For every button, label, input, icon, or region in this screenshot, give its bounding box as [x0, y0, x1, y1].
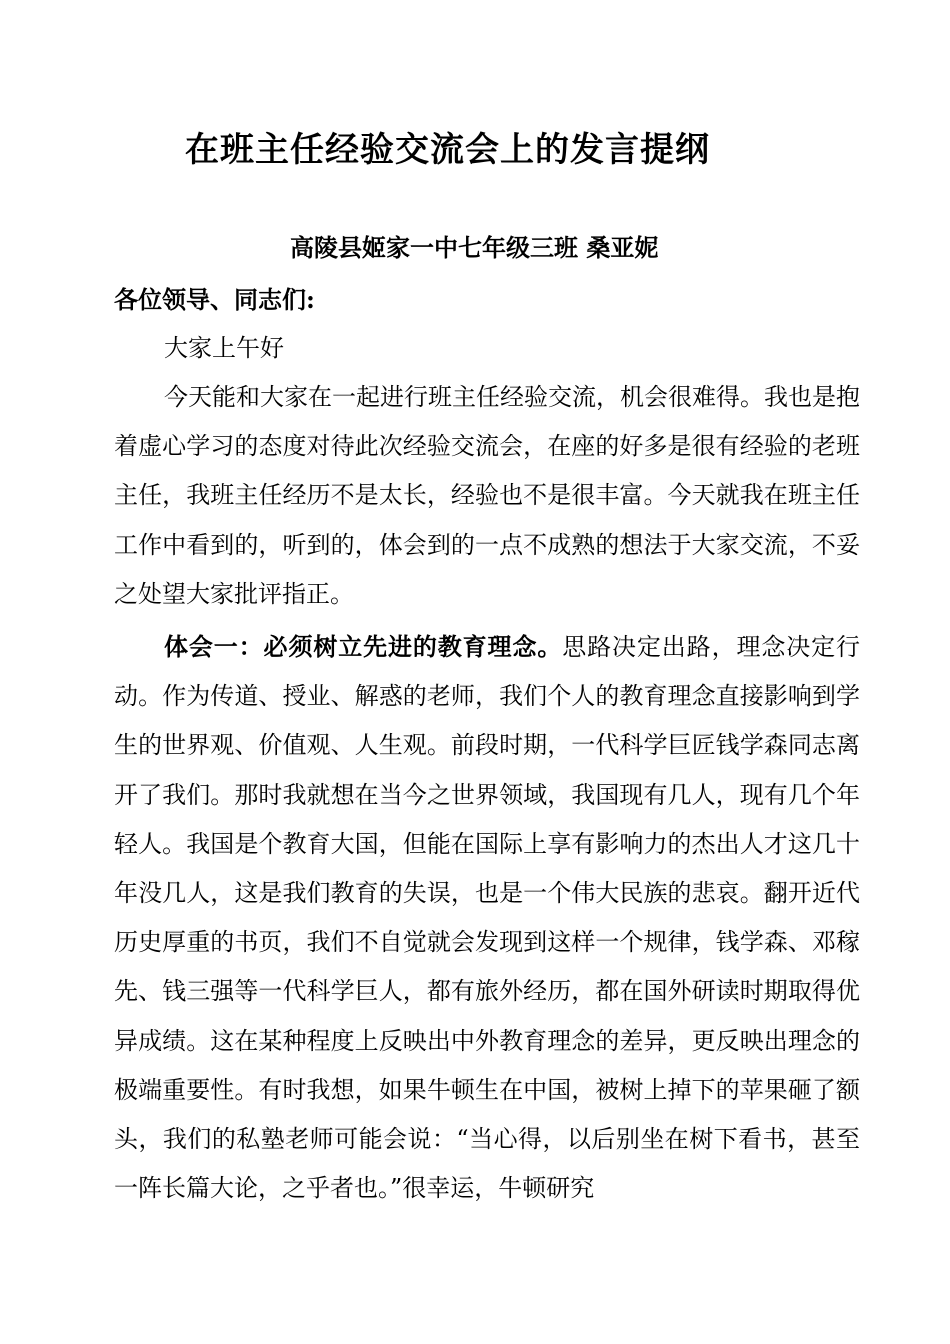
- paragraph-intro: [114, 373, 860, 619]
- paragraph-text: 今天能和大家在一起进行班主任经验交流，机会很难得。我也是抱着虚心学习的态度对待此次经验交流会，在座的好多是很有经验的老班主任，我班主任经历不是太长，经验也不是很丰富。今天就我在班主任工作中看到的，听到的，体会到的一点不成熟的想法于大家交流，不妥之处望大家批评指正。: [114, 383, 860, 608]
- paragraph-lead-heading: 体会一：必须树立先进的教育理念。: [164, 632, 563, 661]
- author-byline: 高陵县姬家一中七年级三班 桑亚妮: [290, 233, 659, 262]
- document-title: 在班主任经验交流会上的发言提纲: [185, 130, 710, 170]
- salutation: 各位领导、同志们:: [114, 285, 315, 314]
- greeting: 大家上午好: [164, 334, 284, 362]
- paragraph-insight-one: [114, 622, 860, 1213]
- paragraph-text: 思路决定出路，理念决定行动。作为传道、授业、解惑的老师，我们个人的教育理念直接影响到学生的世界观、价值观、人生观。前段时期，一代科学巨匠钱学森同志离开了我们。那时我就想在当今之世界领域，我国现有几人，现有几个年轻人。我国是个教育大国，但能在国际上享有影响力的杰出人才这几十年没几人，这是我们教育的失误，也是一个伟大民族的悲哀。翻开近代历史厚重的书页，我们不自觉就会发现到这样一个规律，钱学森、邓稼先、钱三强等一代科学巨人，都有旅外经历，都在国外研读时期取得优异成绩。这在某种程度上反映出中外教育理念的差异，更反映出理念的极端重要性。有时我想，如果牛顿生在中国，被树上掉下的苹果砸了额头，我们的私塾老师可能会说：“当心得，以后别坐在树下看书，甚至一阵长篇大论，之乎者也。”很幸运，牛顿研究: [114, 633, 861, 1203]
